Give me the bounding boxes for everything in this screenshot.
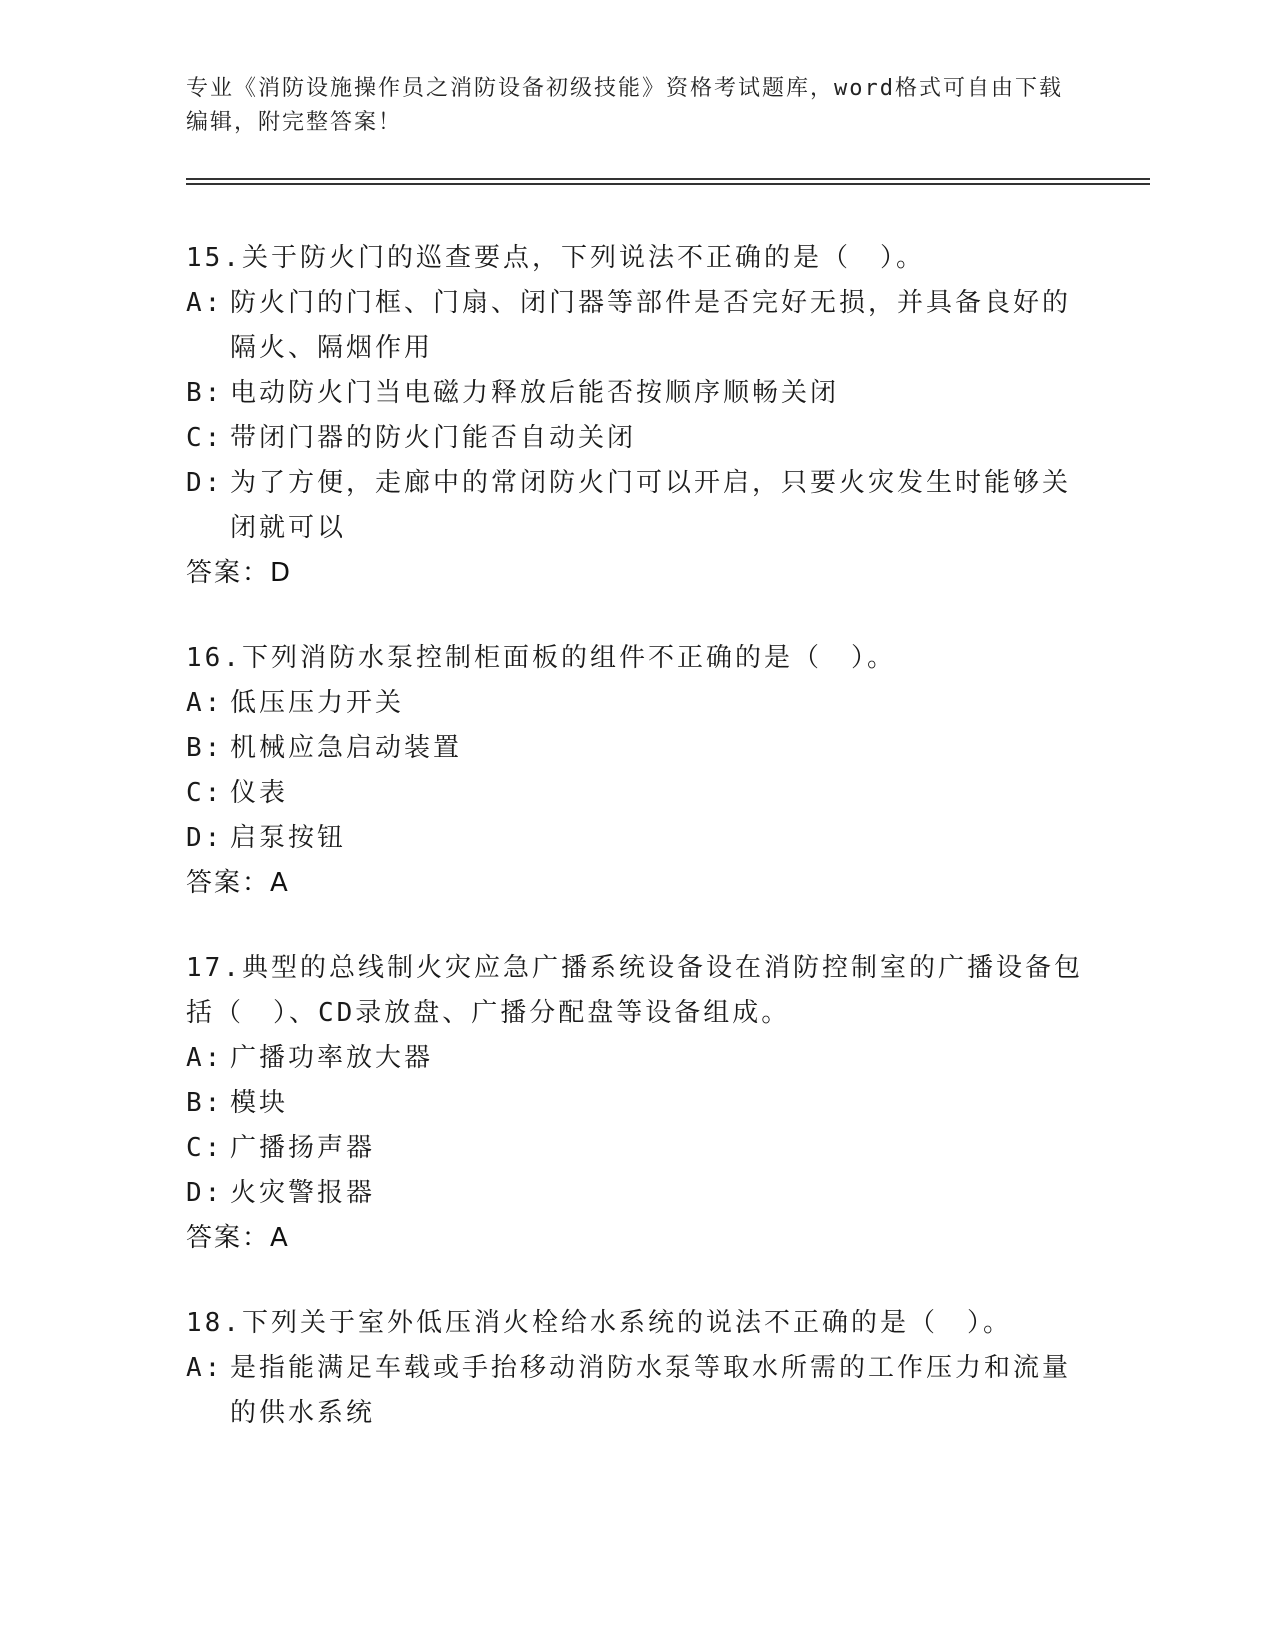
answer: 答案：D — [186, 558, 293, 588]
option-text: 低压压力开关 — [230, 688, 405, 718]
option-d — [186, 1171, 1086, 1216]
option-text: 防火门的门框、门扇、闭门器等部件是否完好无损，并具备良好的隔火、隔烟作用 — [230, 288, 1072, 363]
option-text: 模块 — [230, 1088, 289, 1118]
answer: 答案：A — [186, 1223, 290, 1253]
option-b — [186, 371, 1086, 416]
option-b — [186, 726, 1086, 771]
question-stem: 17.典型的总线制火灾应急广播系统设备设在消防控制室的广播设备包括（ ）、CD录放盘、广播分配盘等设备组成。 — [186, 953, 1083, 1028]
option-c — [186, 771, 1086, 816]
option-letter: C: — [186, 1133, 224, 1163]
option-letter: A: — [186, 1043, 224, 1073]
option-letter: A: — [186, 288, 224, 318]
option-a — [186, 281, 1086, 371]
option-text: 启泵按钮 — [230, 823, 347, 853]
question-16 — [186, 636, 1086, 906]
option-letter: B: — [186, 1088, 224, 1118]
question-stem: 18.下列关于室外低压消火栓给水系统的说法不正确的是（ ）。 — [186, 1308, 1012, 1338]
question-17 — [186, 946, 1086, 1261]
option-a — [186, 1346, 1086, 1436]
option-c — [186, 1126, 1086, 1171]
header-divider-bottom — [186, 183, 1150, 185]
option-text: 广播功率放大器 — [230, 1043, 434, 1073]
option-a — [186, 681, 1086, 726]
option-text: 广播扬声器 — [230, 1133, 376, 1163]
option-d — [186, 816, 1086, 861]
option-letter: C: — [186, 423, 224, 453]
option-letter: A: — [186, 1353, 224, 1383]
option-text: 仪表 — [230, 778, 289, 808]
option-d — [186, 461, 1086, 551]
option-letter: D: — [186, 468, 224, 498]
option-text: 为了方便，走廊中的常闭防火门可以开启，只要火灾发生时能够关闭就可以 — [230, 468, 1072, 543]
option-b — [186, 1081, 1086, 1126]
question-stem: 16.下列消防水泵控制柜面板的组件不正确的是（ ）。 — [186, 643, 896, 673]
option-a — [186, 1036, 1086, 1081]
option-letter: B: — [186, 378, 224, 408]
question-list — [186, 236, 1086, 1476]
option-text: 火灾警报器 — [230, 1178, 376, 1208]
option-text: 电动防火门当电磁力释放后能否按顺序顺畅关闭 — [230, 378, 840, 408]
option-c — [186, 416, 1086, 461]
option-letter: A: — [186, 688, 224, 718]
option-letter: C: — [186, 778, 224, 808]
document-header: 专业《消防设施操作员之消防设备初级技能》资格考试题库，word格式可自由下载编辑，附完整答案！ — [186, 76, 1063, 135]
option-letter: D: — [186, 1178, 224, 1208]
option-letter: B: — [186, 733, 224, 763]
option-text: 机械应急启动装置 — [230, 733, 463, 763]
header-divider-top — [186, 178, 1150, 180]
option-letter: D: — [186, 823, 224, 853]
option-text: 带闭门器的防火门能否自动关闭 — [230, 423, 637, 453]
answer: 答案：A — [186, 868, 290, 898]
question-18 — [186, 1301, 1086, 1436]
question-stem: 15.关于防火门的巡查要点，下列说法不正确的是（ ）。 — [186, 243, 925, 273]
option-text: 是指能满足车载或手抬移动消防水泵等取水所需的工作压力和流量的供水系统 — [230, 1353, 1072, 1428]
question-15 — [186, 236, 1086, 596]
